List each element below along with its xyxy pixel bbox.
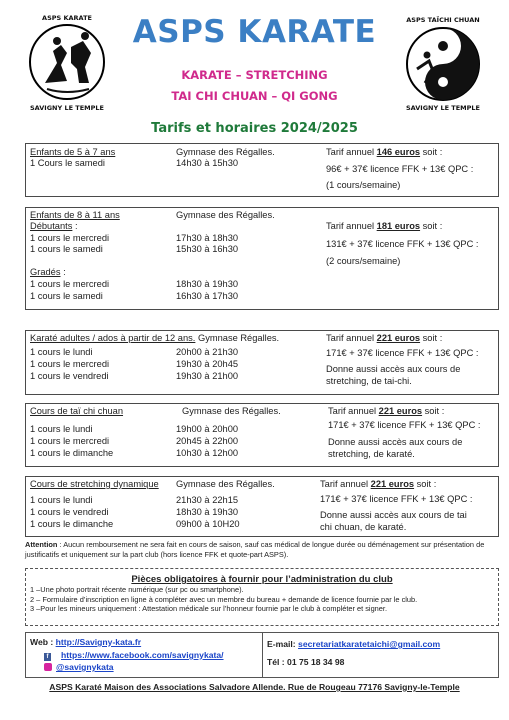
tarif-line: Tarif annuel 146 euros soit :	[326, 147, 443, 157]
tarif-line: Tarif annuel 181 euros soit :	[326, 221, 443, 231]
logo-right-bottom-text: SAVIGNY LE TEMPLE	[406, 104, 480, 112]
course-day: 1 cours le lundi	[30, 347, 93, 357]
attention-notice: Attention : Aucun remboursement ne sera fait en cours de saison, sauf cas médical de longue durée ou déménagement sur présentation de justificatifs et uniquement sur la part club (hors licence FFK et quote-part ASPS).	[25, 540, 485, 559]
price: 146 euros	[376, 147, 421, 157]
price: 221 euros	[370, 479, 415, 489]
price: 181 euros	[376, 221, 421, 231]
website-link[interactable]: http://Savigny-kata.fr	[55, 637, 142, 647]
course-time: 14h30 à 15h30	[176, 158, 239, 168]
tarif-note: chi chuan, de karaté.	[320, 522, 407, 532]
course-day: 1 cours le vendredi	[30, 507, 109, 517]
section-title: Cours de taï chi chuan	[30, 406, 124, 416]
facebook-icon: f	[44, 653, 51, 661]
course-time: 18h30 à 19h30	[176, 507, 239, 517]
section-title: Enfants de 5 à 7 ans	[30, 147, 116, 157]
web-line: Web : http://Savigny-kata.fr	[30, 637, 142, 647]
tarif-note: (1 cours/semaine)	[326, 180, 401, 190]
course-day: 1 cours le mercredi	[30, 359, 110, 369]
logo-left-top-text: ASPS KARATE	[42, 14, 92, 22]
footer-address: ASPS Karaté Maison des Associations Salvadore Allende. Rue de Rougeau 77176 Savigny-le-Temple	[49, 682, 460, 692]
logo-right-top-text: ASPS TAÏCHI CHUAN	[406, 16, 480, 24]
course-time: 09h00 à 10H20	[176, 519, 240, 529]
document-item: 3 –Pour les mineurs uniquement : Attestation médicale sur l’honneur fournie par le club à compléter et signer.	[30, 604, 388, 614]
instagram-line	[44, 662, 114, 673]
facebook-link[interactable]: https://www.facebook.com/savignykata/	[61, 650, 224, 660]
course-day: 1 cours le samedi	[30, 244, 103, 254]
tarif-line: Tarif annuel 221 euros soit :	[326, 333, 443, 343]
section-karate-adultes	[25, 330, 499, 395]
page-title: ASPS KARATE	[132, 14, 377, 50]
tarif-detail: 96€ + 37€ licence FFK + 13€ QPC :	[326, 164, 474, 174]
tarif-note: Donne aussi accès aux cours de	[326, 364, 461, 374]
contact-divider	[262, 633, 263, 677]
subtitle-karate-stretching: KARATE – STRETCHING	[181, 68, 328, 82]
course-time: 21h30 à 22h15	[176, 495, 239, 505]
course-time: 19h00 à 20h00	[176, 424, 239, 434]
section-enfants-8-11	[25, 207, 499, 310]
course-day: 1 cours le dimanche	[30, 519, 114, 529]
facebook-line	[44, 650, 224, 661]
section-tai-chi	[25, 403, 499, 467]
course-time: 17h30 à 18h30	[176, 233, 239, 243]
tarif-note: Donne aussi accès aux cours de	[328, 437, 463, 447]
tarif-detail: 171€ + 37€ licence FFK + 13€ QPC :	[320, 494, 473, 504]
course-day: 1 cours le mercredi	[30, 233, 110, 243]
course-day: 1 cours le vendredi	[30, 371, 109, 381]
course-day: 1 cours le lundi	[30, 424, 93, 434]
tarif-detail: 131€ + 37€ licence FFK + 13€ QPC :	[326, 239, 479, 249]
document-item: 2 – Formulaire d’inscription en ligne à compléter avec un membre du bureau + demande de licence fournie par le club.	[30, 594, 418, 604]
course-time: 19h30 à 20h45	[176, 359, 239, 369]
subtitle-taichi-qigong: TAI CHI CHUAN – QI GONG	[171, 89, 338, 103]
document-item: 1 –Une photo portrait récente numérique (sur pc ou smartphone).	[30, 585, 244, 594]
instagram-link[interactable]: @savignykata	[56, 662, 114, 672]
course-day: 1 cours le dimanche	[30, 448, 114, 458]
level-debutants: Débutants :	[30, 221, 78, 231]
tarifs-heading: Tarifs et horaires 2024/2025	[151, 121, 358, 136]
section-title: Cours de stretching dynamique	[30, 479, 159, 489]
tarif-note: Donne aussi accès aux cours de tai	[320, 510, 467, 520]
venue: Gymnase des Régalles.	[176, 147, 275, 157]
course-day: 1 cours le samedi	[30, 291, 103, 301]
section-stretching	[25, 476, 499, 537]
contact-box	[25, 632, 499, 678]
tarif-detail: 171€ + 37€ licence FFK + 13€ QPC :	[328, 420, 481, 430]
course-time: 20h00 à 21h30	[176, 347, 239, 357]
course-time: 20h45 à 22h00	[176, 436, 239, 446]
venue: Gymnase des Régalles.	[176, 210, 275, 220]
course-day: 1 cours le mercredi	[30, 279, 110, 289]
course-time: 19h30 à 21h00	[176, 371, 239, 381]
logo-left-bottom-text: SAVIGNY LE TEMPLE	[30, 104, 104, 112]
tarif-note: (2 cours/semaine)	[326, 256, 401, 266]
instagram-icon	[44, 663, 52, 671]
course-day: 1 Cours le samedi	[30, 158, 105, 168]
course-day: 1 cours le mercredi	[30, 436, 110, 446]
section-enfants-5-7	[25, 143, 499, 197]
venue: Gymnase des Régalles.	[176, 479, 275, 489]
required-documents-box	[25, 568, 499, 626]
venue: Gymnase des Régalles.	[182, 406, 281, 416]
phone-number: Tél : 01 75 18 34 98	[267, 657, 345, 667]
price: 221 euros	[376, 333, 421, 343]
section-title: Enfants de 8 à 11 ans	[30, 210, 120, 220]
email-link[interactable]: secretariatkaratetaichi@gmail.com	[298, 639, 441, 649]
tarif-line: Tarif annuel 221 euros soit :	[320, 479, 437, 489]
course-time: 18h30 à 19h30	[176, 279, 239, 289]
section-title: Karaté adultes / ados à partir de 12 ans. Gymnase Régalles.	[30, 333, 280, 343]
course-time: 15h30 à 16h30	[176, 244, 239, 254]
tarif-line: Tarif annuel 221 euros soit :	[328, 406, 445, 416]
email-line: E-mail: secretariatkaratetaichi@gmail.com	[267, 639, 441, 649]
level-grades: Gradés :	[30, 267, 66, 277]
course-time: 16h30 à 17h30	[176, 291, 239, 301]
documents-title: Pièces obligatoires à fournir pour l’administration du club	[131, 574, 393, 585]
price: 221 euros	[378, 406, 423, 416]
tarif-note: stretching, de tai-chi.	[326, 376, 412, 386]
tarif-detail: 171€ + 37€ licence FFK + 13€ QPC :	[326, 348, 479, 358]
tarif-note: stretching, de karaté.	[328, 449, 415, 459]
course-day: 1 cours le lundi	[30, 495, 93, 505]
course-time: 10h30 à 12h00	[176, 448, 239, 458]
